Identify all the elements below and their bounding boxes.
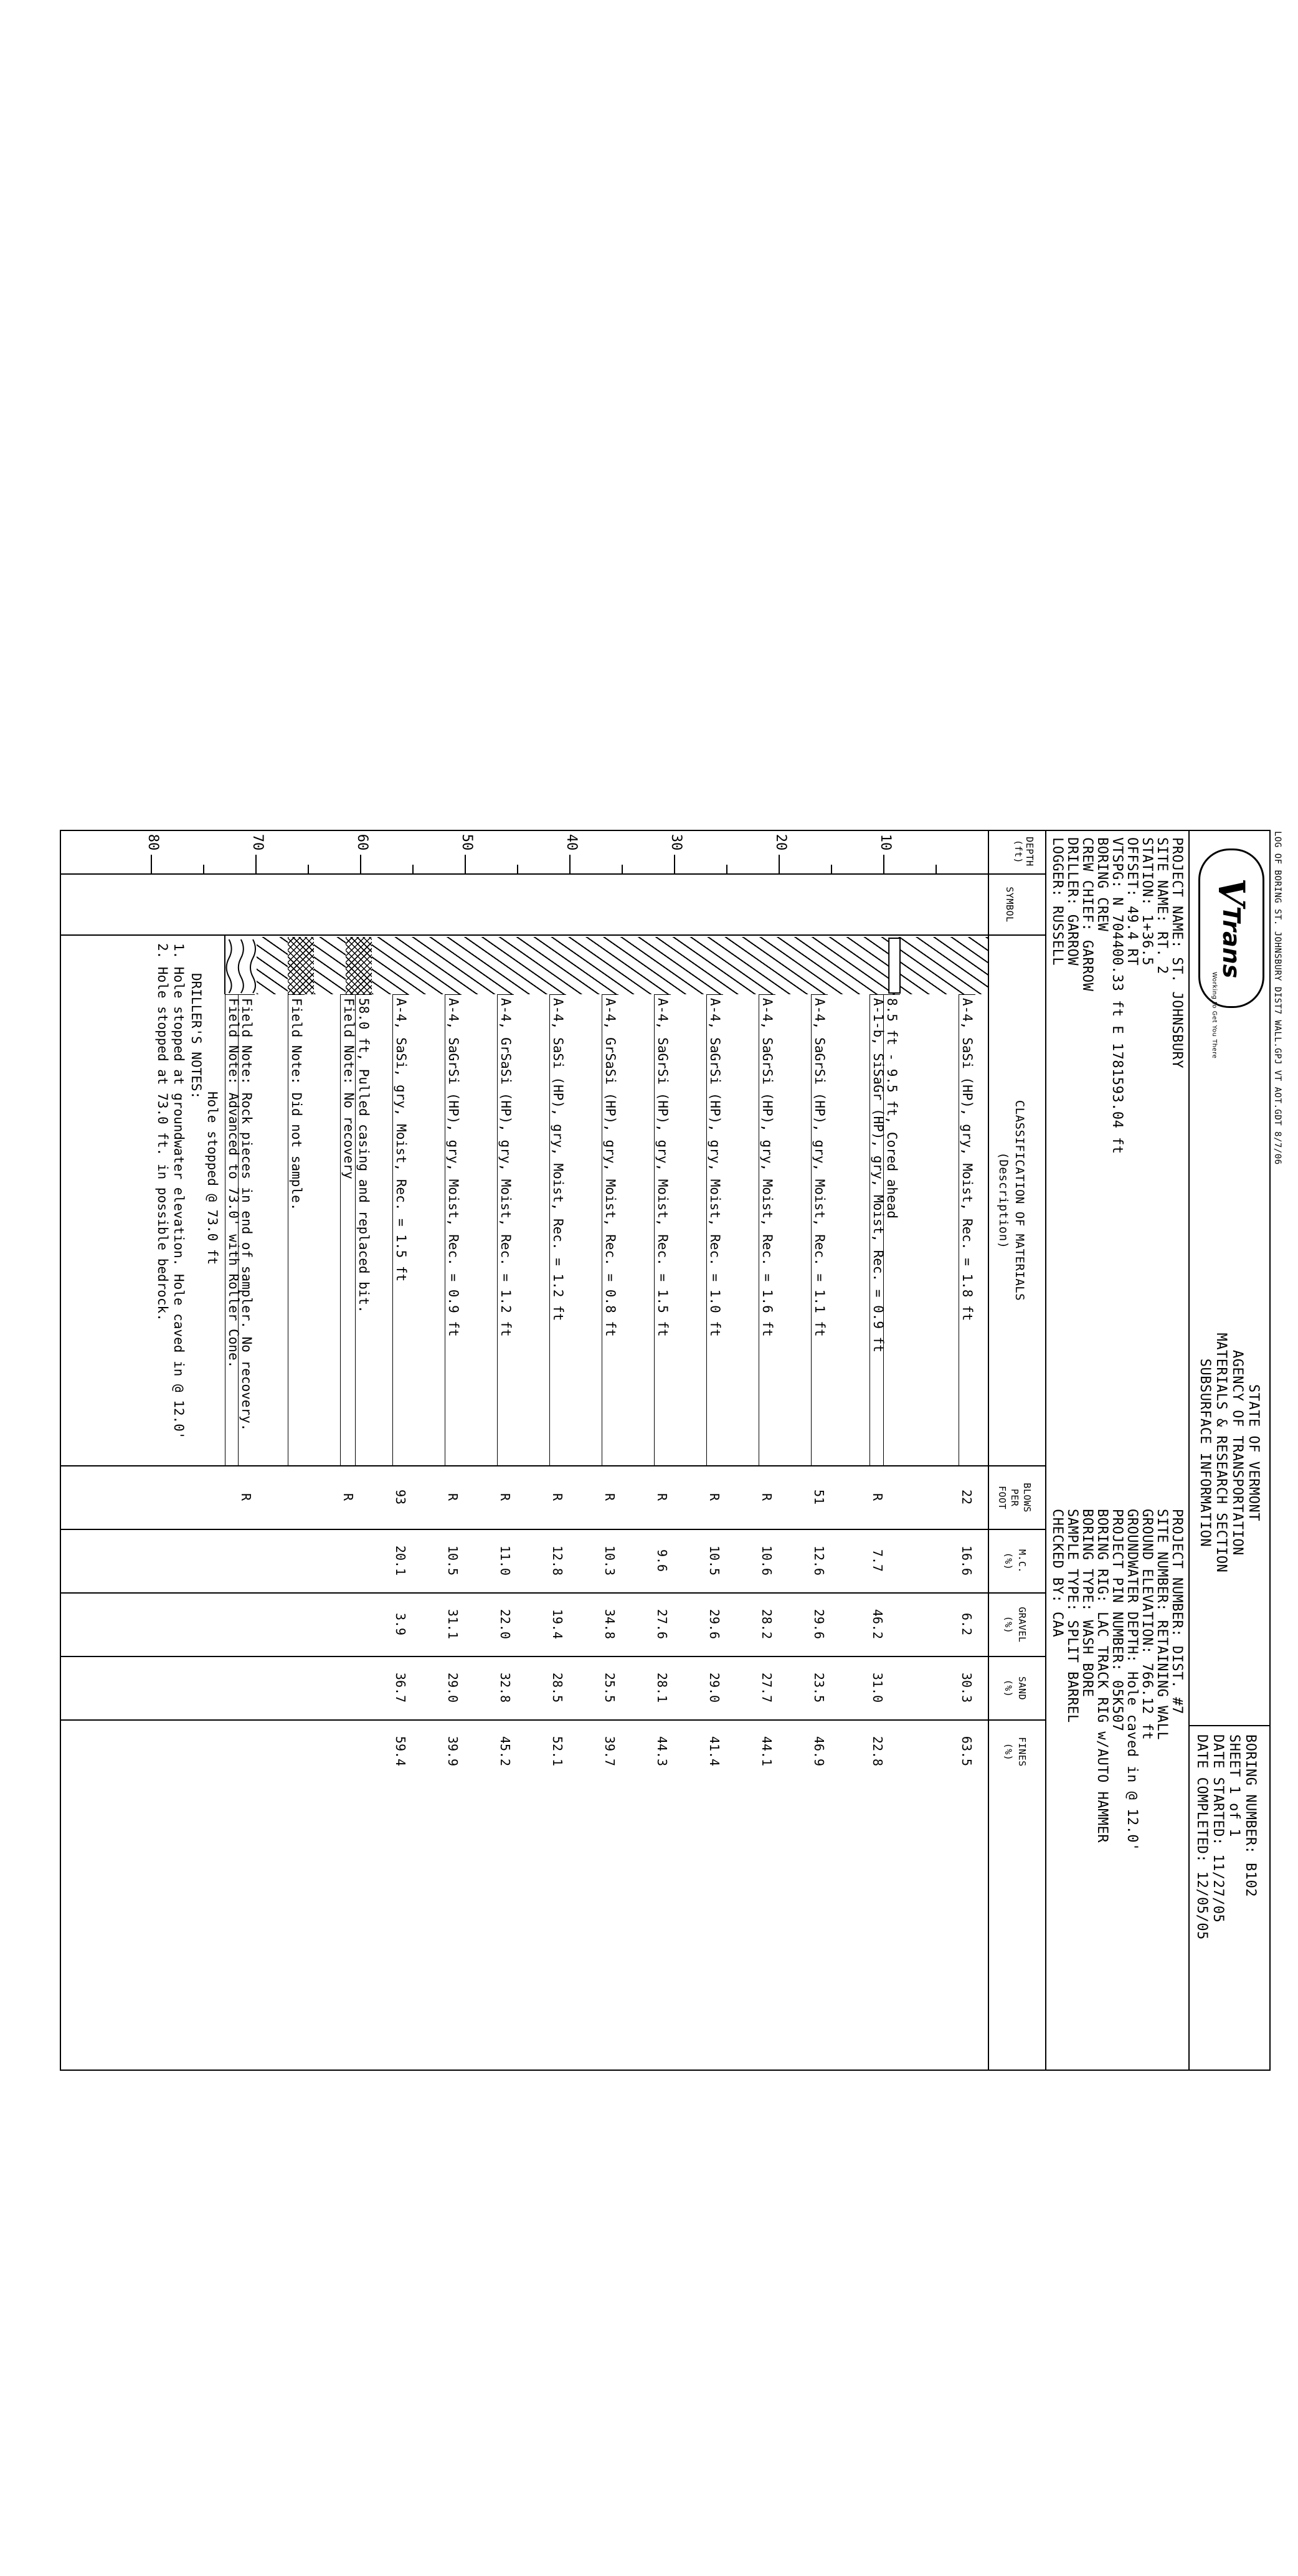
col-divider-blows: [60, 1529, 1046, 1530]
soil-hatch-symbol: [314, 937, 345, 994]
col-divider-mc: [60, 1592, 1046, 1594]
cored-interval-box: [889, 938, 900, 993]
layer-bracket: [341, 994, 357, 995]
depth-tick-major: [779, 855, 780, 873]
layer-fines-value: 41.4: [707, 1736, 722, 1767]
depth-tick-major: [883, 855, 884, 873]
layer-sand-value: 23.5: [812, 1672, 827, 1703]
layer-description: 8.5 ft - 9.5 ft, Cored ahead: [884, 998, 900, 1219]
depth-tick-label: 20: [773, 834, 789, 851]
layer-bracket: [393, 994, 409, 995]
layer-description: A-4, SaSi, gry, Moist, Rec. = 1.5 ft: [394, 998, 409, 1282]
depth-tick-major: [151, 855, 152, 873]
depth-tick-label: 70: [250, 834, 265, 851]
layer-description: A-4, GrSaSi (HP), gry, Moist, Rec. = 1.2 ft: [498, 998, 514, 1337]
col-classification-sub: (Description): [997, 1152, 1010, 1249]
col-divider-symbol: [60, 934, 1046, 936]
layer-description: Field Note: Rock pieces in end of sampler. No recovery.: [239, 998, 254, 1432]
layer-bracket: [356, 994, 372, 995]
layer-bracket: [812, 994, 828, 995]
layer-gravel-value: 27.6: [655, 1609, 670, 1640]
layer-gravel-value: 29.6: [707, 1609, 722, 1640]
header-divider-2: [1045, 830, 1046, 2071]
layer-fines-value: 39.7: [602, 1736, 618, 1767]
depth-tick-label: 40: [564, 834, 579, 851]
depth-tick-label: 80: [145, 834, 161, 851]
layer-gravel-value: 3.9: [393, 1612, 409, 1636]
depth-tick-major: [255, 855, 257, 873]
layer-blows-value: R: [498, 1493, 513, 1501]
col-divider-sand: [60, 1719, 1046, 1721]
layer-sand-value: 32.8: [498, 1672, 513, 1703]
layer-blows-value: R: [445, 1493, 461, 1501]
layer-bracket: [655, 994, 671, 995]
layer-gravel-value: 29.6: [812, 1609, 827, 1640]
layer-description: A-1-b, SiSaGr (HP), gry, Moist, Rec. = 0.9 ft: [871, 998, 886, 1352]
layer-sand-value: 30.3: [959, 1672, 975, 1703]
layer-blows-value: R: [238, 1493, 253, 1501]
layer-fines-value: 22.8: [870, 1736, 886, 1767]
layer-description: A-4, SaSi (HP), gry, Moist, Rec. = 1.8 ft: [960, 998, 975, 1321]
col-symbol-header: SYMBOL: [1004, 886, 1015, 923]
layer-description: A-4, SaGrSi (HP), gry, Moist, Rec. = 1.5 ft: [655, 998, 671, 1337]
agency-line3: MATERIALS & RESEARCH SECTION: [1213, 1333, 1229, 1573]
depth-tick-minor: [412, 865, 414, 873]
depth-tick-label: 10: [878, 834, 893, 851]
log-title: LOG OF BORING ST. JOHNSBURY DIST7 WALL.GPJ VT AOT.GDT 8/7/06: [1272, 831, 1282, 1165]
layer-description: Field Note: Advanced to 73.0' with Roller Cone.: [226, 998, 242, 1369]
layer-fines-value: 63.5: [959, 1736, 975, 1767]
layer-bracket: [550, 994, 566, 995]
layer-fines-value: 44.1: [759, 1736, 775, 1767]
depth-tick-major: [360, 855, 361, 873]
layer-bracket: [288, 994, 305, 995]
depth-tick-minor: [726, 865, 727, 873]
layer-blows-value: R: [602, 1493, 618, 1501]
layer-description: Field Note: No recovery: [341, 998, 357, 1179]
layer-fines-value: 59.4: [393, 1736, 409, 1767]
layer-gravel-value: 46.2: [870, 1609, 886, 1640]
depth-tick-label: 30: [668, 834, 684, 851]
layer-fines-value: 46.9: [812, 1736, 827, 1767]
layer-sand-value: 31.0: [870, 1672, 886, 1703]
vtrans-logo: V Trans Working to Get You There: [1198, 848, 1264, 1008]
layer-mc-value: 10.5: [707, 1545, 722, 1576]
col-divider-classification: [60, 1465, 1046, 1466]
layer-fines-value: 39.9: [445, 1736, 461, 1767]
layer-mc-value: 7.7: [870, 1549, 886, 1572]
drillers-notes-title: DRILLER'S NOTES:: [189, 973, 204, 1100]
layer-sand-value: 29.0: [707, 1672, 722, 1703]
layer-mc-value: 16.6: [959, 1545, 975, 1576]
layer-bracket: [759, 994, 775, 995]
depth-tick-minor: [622, 865, 623, 873]
layer-description: Field Note: Did not sample.: [289, 998, 305, 1211]
date-started: DATE STARTED: 11/27/05: [1210, 1734, 1226, 1923]
layer-description: A-4, GrSaSi (HP), gry, Moist, Rec. = 0.8 ft: [603, 998, 618, 1337]
layer-gravel-value: 34.8: [602, 1609, 618, 1640]
layer-mc-value: 12.6: [812, 1545, 827, 1576]
header-divider-1: [1188, 830, 1190, 2071]
layer-mc-value: 9.6: [655, 1549, 670, 1572]
depth-tick-major: [569, 855, 571, 873]
layer-description: 58.0 ft, Pulled casing and replaced bit.: [356, 998, 371, 1313]
layer-fines-value: 45.2: [498, 1736, 513, 1767]
boring-info-divider: [1190, 1725, 1271, 1726]
cored-interval-symbol: [888, 937, 901, 994]
layer-blows-value: R: [759, 1493, 775, 1501]
layer-bracket: [602, 994, 618, 995]
bedrock-symbol: [225, 937, 257, 994]
agency-line2: AGENCY OF TRANSPORTATION: [1229, 1350, 1245, 1556]
layer-blows-value: R: [655, 1493, 670, 1501]
layer-gravel-value: 19.4: [550, 1609, 566, 1640]
layer-blows-value: R: [341, 1493, 356, 1501]
header-divider-3: [988, 830, 989, 2071]
hole-stopped-note: Hole stopped @ 73.0 ft: [204, 1091, 220, 1265]
layer-gravel-value: 31.1: [445, 1609, 461, 1640]
layer-blows-value: 93: [393, 1489, 409, 1505]
sheet-number: SHEET 1 of 1: [1226, 1734, 1242, 1837]
layer-fines-value: 52.1: [550, 1736, 566, 1767]
layer-description: A-4, SaGrSi (HP), gry, Moist, Rec. = 0.9 ft: [446, 998, 462, 1337]
layer-description: A-4, SaGrSi (HP), gry, Moist, Rec. = 1.0 ft: [708, 998, 723, 1337]
layer-mc-value: 10.5: [445, 1545, 461, 1576]
layer-mc-value: 11.0: [498, 1545, 513, 1576]
layer-mc-value: 10.3: [602, 1545, 618, 1576]
layer-sand-value: 36.7: [393, 1672, 409, 1703]
layer-sand-value: 29.0: [445, 1672, 461, 1703]
crosshatch-symbol: [346, 937, 372, 994]
layer-blows-value: R: [550, 1493, 566, 1501]
layer-gravel-value: 28.2: [759, 1609, 775, 1640]
logo-tagline: Working to Get You There: [1211, 972, 1218, 1059]
layer-bracket: [959, 994, 975, 995]
col-classification-header: CLASSIFICATION OF MATERIALS: [1013, 1100, 1026, 1301]
depth-tick-minor: [308, 865, 309, 873]
layer-sand-value: 28.5: [550, 1672, 566, 1703]
layer-mc-value: 20.1: [393, 1545, 409, 1576]
agency-line4: SUBSURFACE INFORMATION: [1197, 1358, 1213, 1547]
depth-tick-minor: [831, 865, 832, 873]
layer-mc-value: 12.8: [550, 1545, 566, 1576]
layer-bracket: [445, 994, 462, 995]
layer-mc-value: 10.6: [759, 1545, 775, 1576]
depth-tick-minor: [517, 865, 518, 873]
agency-line1: STATE OF VERMONT: [1246, 1384, 1261, 1521]
layer-bracket: [870, 994, 886, 995]
drillers-note-1: 1. Hole stopped at groundwater elevation. Hole caved in @ 12.0': [171, 943, 187, 1440]
col-depth-header: DEPTH (ft): [1013, 837, 1035, 867]
drillers-note-2: 2. Hole stopped at 73.0 ft. in possible bedrock.: [155, 943, 171, 1321]
crosshatch-symbol: [288, 937, 314, 994]
boring-number: BORING NUMBER: B102: [1243, 1734, 1258, 1898]
layer-blows-value: 51: [812, 1489, 827, 1505]
depth-tick-major: [465, 855, 466, 873]
layer-sand-value: 25.5: [602, 1672, 618, 1703]
boring-log-sheet: LOG OF BORING ST. JOHNSBURY DIST7 WALL.GPJ VT AOT.GDT 8/7/06 V Trans Working to Get You There STATE OF VERMONT AGENCY OF TRANSPORTATION MATERIALS & RESEARCH SECTION SUBSURFACE INFORMATION BORING NUMBER: B102 SHEET 1 of 1 DATE STARTED: 11/27/05 DATE COMPLETED: 12/05/05 PROJECT NAME: ST. JOHNSBURY SITE NAME: RT. 2 STATION: 1+36.5 OFFSET: 49.4 RT VTSPG: N 704400.33 ft E 1781593.04 ft BORING CREW CREW CHIEF: GARROW DRILLER: GARROW LOGGER: RUSSELL PROJECT NUMBER: DIST. #7 SITE NUMBER: RETAINING WALL GROUND ELEVATION: 766.12 ft GROUNDWATER DEPTH: Hole caved in @ 12.0' PROJECT PIN NUMBER: 05K507 BORING RIG: LAC TRACK RIG w/AUTO HAMMER BORING TYPE: WASH BORE SAMPLE TYPE: SPLIT BARREL CHECKED BY: CAA DEPTH (ft) SYMBOL CLASSIFICATION OF MATERIALS (Description) BLOWS PER FOOT M.C. (%) GRAVEL (%) SAND (%) FINES (%) 10 20 30 40 50 60 70 80 A-4, SaSi (HP), gry, Moist, Rec. = 1.8 ft 22 16.6 6.2 30.3 63.5 8.5 ft - 9.5 ft, Cored ahead A-1-b, SiSaGr (HP), gry, Moist, Rec. = 0.9 ft R 7.7 46.2 31.0 22.8 A-4, SaGrSi (HP), gry, Moist, Rec. = 1.1 ft 51 12.6 29.6 23.5 46.9 A-4, SaGrSi (HP), gry, Moist, Rec. = 1.6 ft R 10.6 28.2 27.7 44.1 A-4, SaGrSi (HP), gry, Moist, Rec. = 1.0 ft R 10.5 29.6 29.0 41.4 A-4, SaGrSi (HP), gry, Moist, Rec. = 1.5 ft R 9.6 27.6 28.1 44.3 A-4, GrSaSi (HP), gry, Moist, Rec. = 0.8 ft R 10.3 34.8 25.5 39.7 A-4, SaSi (HP), gry, Moist, Rec. = 1.2 ft R 12.8 19.4 28.5 52.1 A-4, GrSaSi (HP), gry, Moist, Rec. = 1.2 ft R 11.0 22.0 32.8 45.2 A-4, SaGrSi (HP), gry, Moist, Rec. = 0.9 ft R 10.5 31.1 29.0 39.9 A-4, SaSi, gry, Moist, Rec. = 1.5 ft 93 20.1 3.9 36.7 59.4 58.0 ft, Pulled casing and replaced bit. Field Note: No recovery R Field Note: Did not sample. Field Note: Rock pieces in end of sampler. No recovery. R Field Note: Advanced to 73.0' with Roller Cone. Hole stopped @ 73.0 ft DRILLER'S NOTES: 1. Hole stopped at groundwater elevation. Hole caved in @ 12.0' 2. Hole stopped at 73.0 ft. in possible bedrock.: [56, 830, 1277, 2076]
depth-tick-label: 50: [459, 834, 475, 851]
bedrock-wave-mark: [227, 939, 255, 993]
layer-description: A-4, SaGrSi (HP), gry, Moist, Rec. = 1.6 ft: [760, 998, 775, 1337]
col-divider-depth: [60, 873, 1046, 875]
layer-bracket: [707, 994, 723, 995]
layer-blows-value: R: [870, 1493, 886, 1501]
depth-tick-major: [674, 855, 675, 873]
layer-description: A-4, SaSi (HP), gry, Moist, Rec. = 1.2 ft: [551, 998, 566, 1321]
layer-fines-value: 44.3: [655, 1736, 670, 1767]
layer-sand-value: 28.1: [655, 1672, 670, 1703]
depth-tick-label: 60: [354, 834, 370, 851]
date-completed: DATE COMPLETED: 12/05/05: [1194, 1734, 1210, 1940]
layer-bracket: [498, 994, 514, 995]
layer-description: A-4, SaGrSi (HP), gry, Moist, Rec. = 1.1 ft: [812, 998, 828, 1337]
col-divider-gravel: [60, 1656, 1046, 1657]
depth-tick-minor: [203, 865, 204, 873]
depth-tick-minor: [936, 865, 937, 873]
soil-hatch-symbol: [257, 937, 288, 994]
hole-bottom-line: [224, 934, 225, 994]
layer-gravel-value: 22.0: [498, 1609, 513, 1640]
layer-blows-value: 22: [959, 1489, 975, 1505]
layer-blows-value: R: [707, 1493, 722, 1501]
layer-bracket: [225, 994, 242, 995]
layer-sand-value: 27.7: [759, 1672, 775, 1703]
layer-gravel-value: 6.2: [959, 1612, 975, 1636]
